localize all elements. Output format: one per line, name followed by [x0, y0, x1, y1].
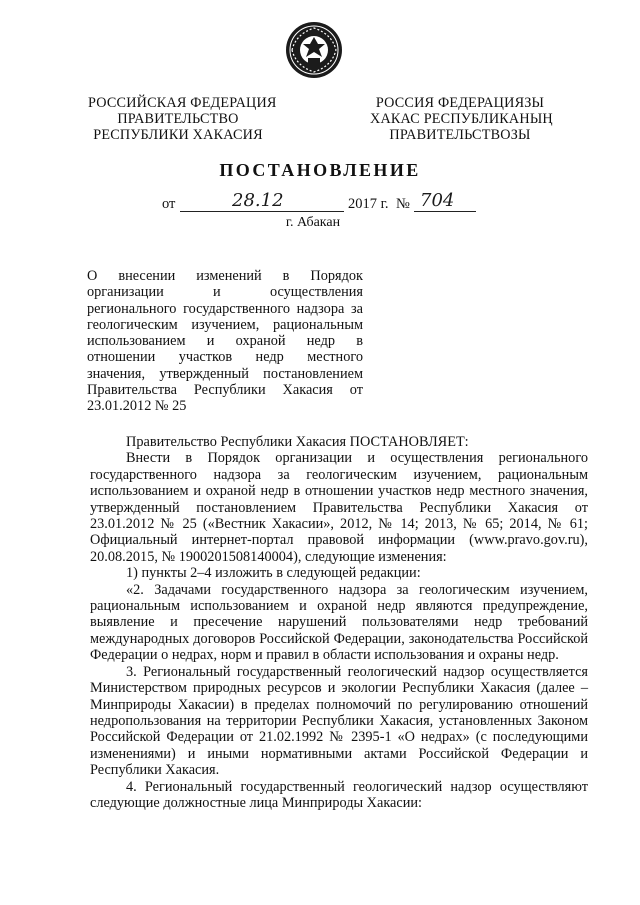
header-right-line: ХАКАС РЕСПУБЛИКАНЫҢ	[370, 111, 553, 127]
header-left-line: ПРАВИТЕЛЬСТВО	[117, 111, 239, 127]
header-right	[370, 95, 553, 143]
coat-of-arms-icon	[284, 20, 344, 80]
body-paragraph: Внести в Порядок организации и осуществления регионального государственного надзора за геологическим изучением, рациональным использованием и охраной недр в отношении участков недр местного значения, утвержденный постановлением Правительства Республики Хакасия от 23.01.2012 № 25 («Вестник Хакасии», 2012, № 14; 2013, № 65; 2014, № 61; Официальный интернет-портал правовой информации (www.pravo.gov.ru), 20.08.2015, № 1900201508140004), следующие изменения:	[90, 450, 588, 565]
header-left-line: РЕСПУБЛИКИ ХАКАСИЯ	[93, 127, 263, 143]
header-left-line: РОССИЙСКАЯ ФЕДЕРАЦИЯ	[88, 95, 277, 111]
document-title: ПОСТАНОВЛЕНИЕ	[219, 160, 421, 180]
document-body	[90, 434, 588, 811]
date-year: 2017 г.	[348, 196, 389, 212]
city: г. Абакан	[285, 215, 341, 230]
header-right-line: РОССИЯ ФЕДЕРАЦИЯЗЫ	[375, 95, 545, 111]
body-paragraph: 3. Региональный государственный геологический надзор осуществляется Министерством природных ресурсов и экологии Республики Хакасия (далее – Минприроды Хакасии) в пределах полномочий по регулированию отношений недропользования на территории Республики Хакасия, установленных Законом Российской Федерации от 21.02.1992 № 2395-1 «О недрах» (с последующими изменениями) и иными нормативными актами Российской Федерации и Республики Хакасия.	[90, 663, 588, 779]
body-paragraph: 1) пункты 2–4 изложить в следующей редакции:	[126, 565, 421, 582]
body-paragraph: «2. Задачами государственного надзора за геологическим изучением, рациональным использованием и охраной недр являются предупреждение, выявление и пресечение нарушений пользователями недр требований международных договоров Российской Федерации, законодательства Российской Федерации о недрах, норм и правил в области использования и охраны недр.	[90, 581, 588, 664]
document-subject: О внесении изменений в Порядок организации и осуществления регионального государственного надзора за геологическим изучением, рациональным использованием и охраной недр в отношении участков недр местного значения, утвержденный постановлением Правительства Республики Хакасия от 23.01.2012 № 25	[87, 268, 363, 415]
number-label: №	[396, 196, 410, 212]
body-paragraph: Правительство Республики Хакасия ПОСТАНОВЛЯЕТ:	[126, 434, 469, 450]
header-right-line: ПРАВИТЕЛЬСТВОЗЫ	[389, 127, 531, 143]
number-handwritten: 704	[420, 190, 455, 211]
header-left	[88, 95, 277, 143]
date-underline	[180, 211, 344, 212]
date-number-line	[0, 190, 640, 216]
number-underline	[414, 211, 476, 212]
date-from-label: от	[162, 196, 176, 212]
body-paragraph: 4. Региональный государственный геологический надзор осуществляют следующие должностные лица Минприроды Хакасии:	[90, 778, 588, 811]
date-handwritten: 28.12	[232, 190, 284, 211]
